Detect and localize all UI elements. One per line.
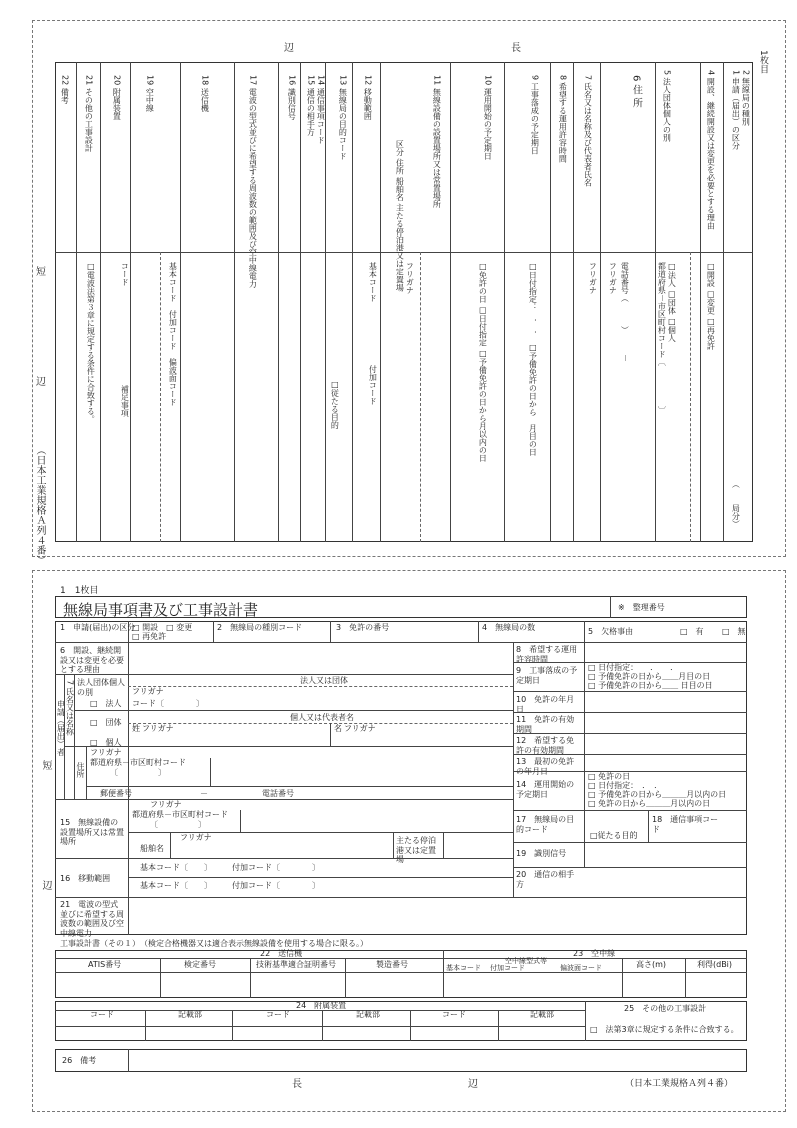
bottom-r21: 21 電波の型式並びに希望する周波数の範囲及び空中線電力 <box>60 900 124 938</box>
top-kihon-1: 基本コード <box>368 262 378 302</box>
bottom-r14: 14 運用開始の予定期日 <box>516 780 575 799</box>
bottom-r1-1-opts-b[interactable]: □ 再免許 <box>132 632 167 641</box>
top-kubun-opts: □開設 □変更 □再免許 <box>706 262 716 351</box>
bottom-r15-senpaku: 船舶名 <box>140 844 164 853</box>
bottom-c24-code-2: コード <box>266 1010 290 1019</box>
top-item-14: 14 通信事項コード <box>316 75 326 144</box>
bottom-c-ritoku: 利得(dBi) <box>697 960 733 969</box>
bottom-r9-opt2[interactable]: □ 予備免許の日から＿＿月目の日 <box>588 672 711 681</box>
bottom-r7-code-box: 〔 〕 <box>110 768 166 777</box>
bottom-r7-opt3[interactable]: □ 個人 <box>90 738 122 747</box>
top-item-13: 13 無線局の目的コード <box>338 75 348 160</box>
bottom-edge-long2: 辺 <box>468 1079 478 1090</box>
bottom-r7-tel: 電話番号 <box>262 789 294 798</box>
top-furigana-3: フリガナ <box>405 262 415 294</box>
bottom-r1-1: 1 申請(届出)の区分 <box>60 623 136 632</box>
bottom-c-kentei: 検定番号 <box>184 960 216 969</box>
top-item-9: 9 工事落成の予定期日 <box>530 75 540 155</box>
bottom-r14-opt3[interactable]: □ 予備免許の日から＿＿＿月以内の日 <box>588 790 727 799</box>
bottom-edge-long: 長 <box>292 1079 302 1090</box>
top-unyo-opts: □免許の日 □日付指定 □予備免許の日から月以内の日 <box>478 262 488 463</box>
bottom-c24: 24 附属装置 <box>296 1001 347 1010</box>
bottom-r1-2: 2 無線局の種別コード <box>217 623 303 632</box>
top-item-6: 6 住 所 <box>630 75 642 108</box>
top-fuka-1: 付加コード <box>368 365 378 405</box>
bottom-r11: 11 免許の有効期間 <box>516 715 575 734</box>
top-edge-short: 短 <box>36 267 46 278</box>
bottom-r9: 9 工事落成の予定期日 <box>516 666 578 685</box>
bottom-edge-short2: 辺 <box>40 880 51 890</box>
bottom-r13: 13 最初の免許の年月日 <box>516 757 575 776</box>
top-item-12: 12 移動範囲 <box>363 75 373 120</box>
bottom-r16-fuka2: 付加コード〔 〕 <box>232 881 320 890</box>
bottom-r7-side: 申請（届出）者 <box>56 700 66 756</box>
bottom-form-title: 無線局事項書及び工事設計書 <box>63 601 259 619</box>
bottom-c-takasa: 高さ(m) <box>636 960 667 969</box>
top-edge-short2: 辺 <box>36 377 46 388</box>
top-item-16: 16 識別信号 <box>287 75 297 120</box>
bottom-r6: 6 開設、継続開設又は変更を必要とする理由 <box>60 646 124 675</box>
bottom-r15: 15 無線設備の設置場所又は常置場所 <box>60 818 124 847</box>
bottom-r8: 8 希望する運用許容時間 <box>516 645 578 664</box>
bottom-r15-code: 〔 〕 <box>150 820 206 829</box>
bottom-r17-sub[interactable]: □従たる目的 <box>590 831 638 840</box>
bottom-r10: 10 免許の年月日 <box>516 695 575 714</box>
top-houjin-opts: □法人 □団体 □個人 <box>667 262 677 343</box>
top-edge-long-top: 長 <box>511 43 521 54</box>
bottom-biko-box <box>55 1049 747 1072</box>
top-furigana-1: フリガナ <box>608 262 618 294</box>
top-item-10: 10 運用開始の予定期日 <box>483 75 493 160</box>
bottom-r7-furigana: フリガナ <box>132 687 164 696</box>
top-item-8: 8 希望する運用許容時間 <box>558 75 568 163</box>
top-item-22: 22 備考 <box>60 75 70 104</box>
bottom-r1-1-opts-a[interactable]: □ 開設 □ 変更 <box>132 623 193 632</box>
bottom-r7-jusho: 住所 <box>76 762 85 778</box>
top-item-17: 17 電波の型式並びに希望する周波数の範囲及び空中線電力 <box>248 75 258 288</box>
bottom-r7-sei: 姓 <box>132 724 140 733</box>
top-item-1: 1 申請（届出）の区分 <box>731 70 741 150</box>
top-hozoku: 補足事項 <box>120 385 130 417</box>
bottom-r1-5: 5 欠格事由 <box>588 627 634 636</box>
bottom-r7-yubin-dash: － <box>200 789 208 798</box>
top-sochi: 区分 住所 船舶名 主たる停泊港又は定置場 <box>395 140 405 292</box>
bottom-r18: 18 通信事項コード <box>652 815 719 834</box>
bottom-r26: 26 備考 <box>62 1056 97 1065</box>
top-edge-long-top2: 辺 <box>284 43 294 54</box>
bottom-c24-code-1: コード <box>90 1010 114 1019</box>
top-kyoka: （ 局分） <box>731 480 741 528</box>
bottom-r15-furigana: フリガナ <box>150 800 182 809</box>
bottom-kouji-header: 工事設計書（その１） （検定合格機器又は適合表示無線設備を使用する場合に限る。） <box>60 939 368 948</box>
bottom-r7: 7 氏名又は名称 <box>65 680 75 736</box>
bottom-r16-kihon2: 基本コード〔 〕 <box>140 881 212 890</box>
bottom-r16-kihon1: 基本コード〔 〕 <box>140 863 212 872</box>
bottom-r19: 19 識別信号 <box>516 849 567 858</box>
bottom-c24-code-3: コード <box>442 1010 466 1019</box>
top-jis-note: （日本工業規格Ａ列４番） <box>34 445 45 565</box>
bottom-seiri: ※ 整理番号 <box>618 603 665 612</box>
bottom-r7-code: コード〔 〕 <box>132 699 204 708</box>
top-item-20: 20 附属装置 <box>112 75 122 120</box>
top-item-18: 18 送信機 <box>200 75 210 112</box>
bottom-r9-opt3[interactable]: □ 予備免許の日から＿＿ 日目の日 <box>588 681 713 690</box>
bottom-r7-yubin: 郵便番号 <box>100 789 132 798</box>
top-item-5: 5 法人団体個人の別 <box>662 70 672 142</box>
bottom-c23: 23 空中線 <box>573 949 616 958</box>
bottom-r16-fuka1: 付加コード〔 〕 <box>232 863 320 872</box>
bottom-r7-furigana-sei: フリガナ <box>142 724 174 733</box>
bottom-r7-opt2[interactable]: □ 団体 <box>90 718 122 727</box>
bottom-r17: 17 無線局の目的コード <box>516 815 575 834</box>
bottom-c-atis: ATIS番号 <box>88 960 122 969</box>
top-item-11: 11 無線設備の設置場所又は常置場所 <box>432 75 442 208</box>
bottom-r15-senpaku-furigana: フリガナ <box>180 833 212 842</box>
bottom-r9-opt1[interactable]: □ 日付指定： ． ． <box>588 663 679 672</box>
top-code: コード <box>120 262 130 286</box>
bottom-r12: 12 希望する免許の有効期間 <box>516 736 575 755</box>
bottom-c-seizo: 製造番号 <box>376 960 408 969</box>
bottom-c24-kisai-2: 記載部 <box>356 1010 380 1019</box>
top-item-2: 2 無線局の種別 <box>741 70 751 126</box>
top-item-19: 19 空中線 <box>145 75 155 112</box>
bottom-r14-opt4[interactable]: □ 免許の日から＿＿＿月以内の日 <box>588 799 711 808</box>
bottom-c25: 25 その他の工事設計 <box>624 1004 707 1013</box>
bottom-r7-todofuken: 都道府県－市区町村コード <box>90 758 186 767</box>
bottom-c-gijutsu: 技術基準適合証明番号 <box>256 960 336 969</box>
top-page-label: 1枚目 <box>758 50 768 74</box>
bottom-r14-opt1[interactable]: □ 免許の日 <box>588 772 631 781</box>
bottom-c-kihon: 基本コード <box>446 964 481 972</box>
bottom-c-fuka: 付加コード <box>490 964 525 972</box>
bottom-r15-teihaku: 主たる停泊港又は定置場 <box>396 836 436 865</box>
bottom-r7-daihyo: 個人又は代表者名 <box>290 713 354 722</box>
bottom-c-kata: 空中線型式等 <box>505 957 547 965</box>
top-item-4: 4 開設、継続開設又は変更を必要とする理由 <box>706 70 716 230</box>
top-tel: 電話番号（ ） － <box>620 262 630 362</box>
bottom-r1-4: 4 無線局の数 <box>482 623 536 632</box>
bottom-jis: （日本工業規格Ａ列４番） <box>625 1079 734 1089</box>
bottom-c-hena: 偏波面コード <box>560 964 602 972</box>
bottom-r7-hojin-header: 法人又は団体 <box>300 676 348 685</box>
bottom-r20: 20 通信の相手方 <box>516 870 575 889</box>
bottom-r7-furigana2: フリガナ <box>90 748 122 757</box>
top-houki: □電波法第３章に規定する条件に合致する。 <box>86 262 96 423</box>
bottom-edge-short: 短 <box>40 760 51 770</box>
top-address-line: 都道府県－市区町村コード〔 〕 <box>657 262 667 414</box>
bottom-r7-opt1[interactable]: □ 法人 <box>90 699 122 708</box>
bottom-r7-furigana-mei: フリガナ <box>344 724 376 733</box>
bottom-page-label: 1 1枚目 <box>60 586 99 596</box>
top-furigana-2: フリガナ <box>588 262 598 294</box>
bottom-c22: 22 送信機 <box>260 949 303 958</box>
top-shutaru: □従たる目的 <box>330 380 340 429</box>
bottom-r1-3: 3 免許の番号 <box>336 623 390 632</box>
bottom-c24-kisai-3: 記載部 <box>530 1010 554 1019</box>
top-item-21: 21 その他の工事設計 <box>84 75 94 152</box>
top-date-opts: □日付指定： ． ． □予備免許の日から 月目の日 <box>528 262 538 456</box>
bottom-c25-opt[interactable]: □ 法第3章に規定する条件に合致する。 <box>590 1025 739 1034</box>
bottom-r7-mei: 名 <box>334 724 342 733</box>
bottom-r16: 16 移動範囲 <box>60 874 111 883</box>
top-item-15: 15 通信の相手方 <box>306 75 316 136</box>
bottom-r7-kubun: 法人団体個人の別 <box>77 678 125 697</box>
bottom-r14-opt2[interactable]: □ 日付指定： ． ． <box>588 781 663 790</box>
bottom-r1-5-opt2[interactable]: □ 無 <box>722 627 746 636</box>
bottom-r1-5-opt1[interactable]: □ 有 <box>680 627 704 636</box>
top-item-7: 7 氏名又は名称及び代表者氏名 <box>583 75 593 187</box>
bottom-c24-kisai-1: 記載部 <box>178 1010 202 1019</box>
top-kikaku: 基本コード 付加コード 偏波面コード <box>168 262 178 406</box>
bottom-r15-todofuken: 都道府県－市区町村コード <box>132 810 228 819</box>
